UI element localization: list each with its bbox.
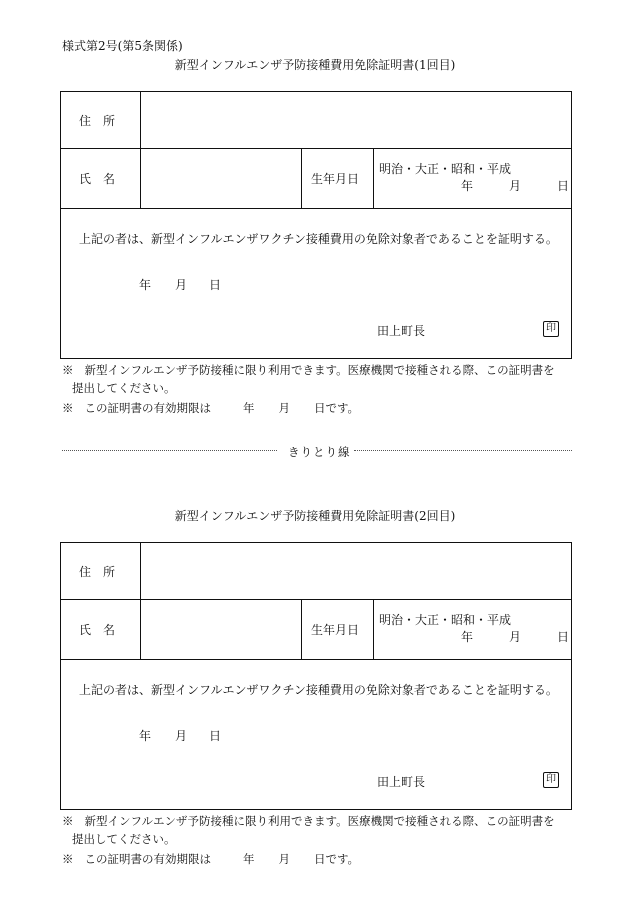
issue-month-label: 月 [175,729,188,743]
expiry-year-label: 年 [242,401,255,415]
address-label: 住 所 [79,565,116,579]
note-1-continued-second: 提出してください。 [72,832,176,846]
name-label: 氏 名 [79,623,116,637]
certificate-table-1 [60,91,572,359]
name-label: 氏 名 [79,172,116,186]
certification-body [61,659,571,809]
dob-month-label: 月 [509,630,522,644]
note-2-second [62,851,359,867]
issue-day-label: 日 [209,278,222,292]
dob-year-label: 年 [461,179,474,193]
statement-text: 上記の者は、新型インフルエンザワクチン接種費用の免除対象者であることを証明する。 [79,683,558,697]
note-mark: ※ [62,814,74,828]
note-2-text: この証明書の有効期限は [84,401,211,415]
expiry-year-label: 年 [242,852,255,866]
name-field[interactable] [141,599,301,658]
expiry-month-label: 月 [278,401,290,415]
note-2-text: この証明書の有効期限は [84,852,211,866]
statement-text: 上記の者は、新型インフルエンザワクチン接種費用の免除対象者であることを証明する。 [79,232,558,246]
name-field[interactable] [141,148,301,207]
dob-label: 生年月日 [311,172,360,186]
dob-day-label: 日 [557,179,570,193]
address-label: 住 所 [79,114,116,128]
issue-year-label: 年 [139,729,152,743]
issue-year-label: 年 [139,278,152,292]
certificate-title-1: 新型インフルエンザ予防接種費用免除証明書(1回目) [174,58,456,72]
note-mark: ※ [62,401,74,415]
issue-month-label: 月 [175,278,188,292]
seal-mark: 印 [543,321,559,337]
note-1 [62,362,555,378]
address-row [61,543,571,600]
expiry-day-label: 日です。 [313,852,360,866]
note-2 [62,400,359,416]
cut-line-label: きりとり線 [288,445,351,459]
address-row [61,92,571,149]
name-row [61,148,571,209]
dob-year-label: 年 [461,630,474,644]
note-1-text: 新型インフルエンザ予防接種に限り利用できます。医療機関で接種される際、この証明書を [84,363,555,377]
era-options: 明治・大正・昭和・平成 [379,613,512,627]
dob-label: 生年月日 [311,623,360,637]
issuer-name: 田上町長 [377,775,426,789]
note-1-text: 新型インフルエンザ予防接種に限り利用できます。医療機関で接種される際、この証明書を [84,814,555,828]
certification-body [61,208,571,358]
expiry-day-label: 日です。 [313,401,360,415]
seal-mark: 印 [543,772,559,788]
dob-month-label: 月 [509,179,522,193]
expiry-month-label: 月 [278,852,290,866]
address-field[interactable] [141,543,571,598]
issuer-name: 田上町長 [377,324,426,338]
note-mark: ※ [62,363,74,377]
era-options: 明治・大正・昭和・平成 [379,162,512,176]
cut-line [62,444,572,458]
note-1-second [62,813,555,829]
name-row [61,599,571,660]
note-mark: ※ [62,852,74,866]
issue-day-label: 日 [209,729,222,743]
dob-day-label: 日 [557,630,570,644]
note-1-continued: 提出してください。 [72,381,176,395]
certificate-title-2: 新型インフルエンザ予防接種費用免除証明書(2回目) [174,509,456,523]
certificate-table-2 [60,542,572,810]
form-number: 様式第2号(第5条関係) [62,39,183,53]
address-field[interactable] [141,92,571,147]
